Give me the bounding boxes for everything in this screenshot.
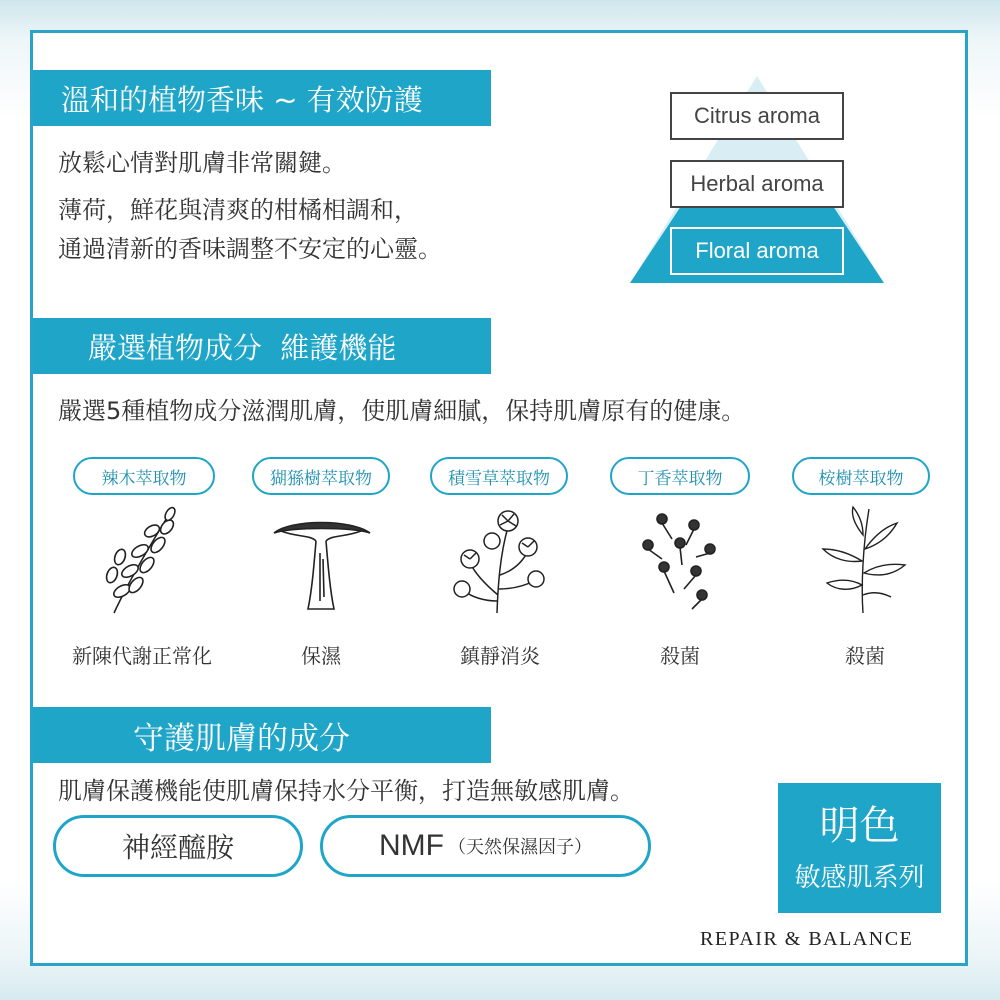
effect-moringa: 新陳代謝正常化 <box>72 644 212 668</box>
floral-aroma-label: Floral aroma <box>670 227 844 275</box>
effect-baobab: 保濕 <box>301 644 341 668</box>
herbal-aroma-label: Herbal aroma <box>670 160 844 208</box>
brand-name: 明色 <box>819 803 900 849</box>
ingredient-pill-baobab: 猢猻樹萃取物 <box>252 457 390 495</box>
section2-title-banner <box>33 318 491 374</box>
brand-series: 敏感肌系列 <box>794 863 925 893</box>
nmf-label: NMF <box>379 829 444 862</box>
brand-tagline: REPAIR & BALANCE <box>700 928 914 950</box>
section2-description: 嚴選5種植物成分滋潤肌膚，使肌膚細膩，保持肌膚原有的健康。 <box>58 397 746 425</box>
ingredient-pill-clove: 丁香萃取物 <box>610 457 750 495</box>
ceramide-pill <box>53 815 303 877</box>
section1-line-3: 通過清新的香味調整不安定的心靈。 <box>58 235 442 263</box>
eucalyptus-icon <box>805 505 915 615</box>
moringa-leaf-icon <box>92 505 202 615</box>
section3-description: 肌膚保護機能使肌膚保持水分平衡，打造無敏感肌膚。 <box>58 777 634 805</box>
ingredient-pill-centella: 積雪草萃取物 <box>430 457 568 495</box>
ingredient-pill-eucalyptus: 桉樹萃取物 <box>792 457 930 495</box>
effect-clove: 殺菌 <box>660 644 700 668</box>
clove-icon <box>622 505 732 615</box>
citrus-aroma-label: Citrus aroma <box>670 92 844 140</box>
centella-plant-icon <box>442 505 552 615</box>
effect-centella: 鎮靜消炎 <box>460 644 540 668</box>
section1-title: 溫和的植物香味 ~ 有效防護 <box>61 82 423 117</box>
ingredient-pill-moringa: 辣木萃取物 <box>73 457 215 495</box>
section2-title: 嚴選植物成分 維護機能 <box>88 330 397 365</box>
nmf-pill <box>320 815 651 877</box>
section1-line-2: 薄荷，鮮花與清爽的柑橘相調和， <box>58 196 418 224</box>
effect-eucalyptus: 殺菌 <box>845 644 885 668</box>
section1-title-banner <box>33 70 491 126</box>
brand-logo-box <box>778 783 941 913</box>
section3-title: 守護肌膚的成分 <box>133 720 350 757</box>
ceramide-label: 神經醯胺 <box>121 831 234 864</box>
section3-title-banner <box>33 707 491 763</box>
baobab-tree-icon <box>266 505 376 615</box>
nmf-note: （天然保濕因子） <box>447 837 592 858</box>
section1-line-1: 放鬆心情對肌膚非常關鍵。 <box>58 149 346 177</box>
